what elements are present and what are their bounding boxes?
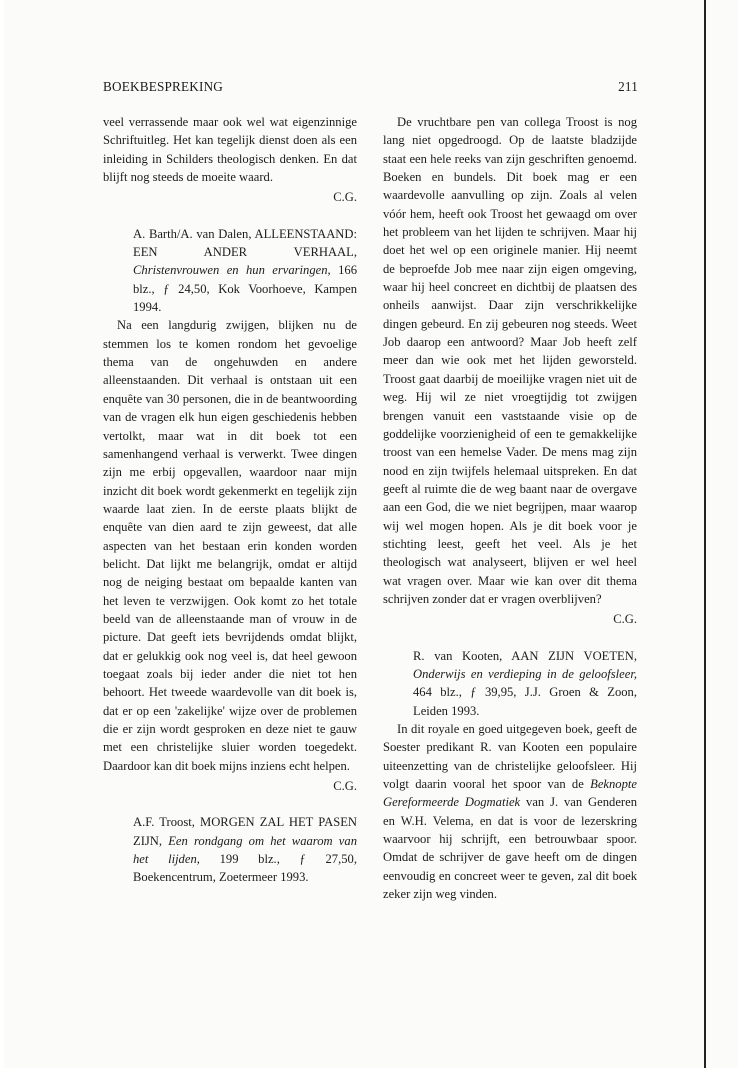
running-header bbox=[103, 79, 638, 99]
reviewer-signature: C.G. bbox=[613, 612, 637, 627]
page-number: 211 bbox=[618, 79, 638, 94]
bibliographic-entry bbox=[413, 647, 637, 720]
page-left-edge bbox=[0, 0, 4, 1068]
review-text: Na een langdurig zwijgen, blijken nu de stemmen los te komen rondom het gevoelige thema van de ongehuwden en andere alleenstaanden. Dit verhaal is ontstaan uit een enquête van 30 personen, die in de beantwoording van de vragen elk hun eigen geschiedenis hebben vertolkt, maar wat in dit boek tot een samenhangend verhaal is verwerkt. Twee dingen zijn me erbij opgevallen, waardoor naar mijn inzicht dit boek wordt gekenmerkt en tegelijk zijn waarde laat zien. In de eerste plaats blijkt de enquête van dien aard te zijn geweest, dat alle aspecten van het bestaan erin konden worden belicht. Dat lijkt me belangrijk, omdat er altijd nog de neiging bestaat om bepaalde kanten van het leven te verzwijgen. Ook komt zo het totale beeld van de alleenstaande man of vrouw in de picture. Dat geeft iets bevrijdends omdat blijkt, dat er gelukkig ook nog veel is, dat heel gewoon toegaat zoals bij ieder ander die niet tot hen behoort. Het tweede waardevolle van dit boek is, dat er op een 'zakelijke' wijze over de problemen die er zijn wordt gesproken en deze niet te gauw met een christelijke sluier worden toegedekt. Daardoor kan dit boek mijns inziens echt helpen. bbox=[103, 318, 357, 773]
review-text: De vruchtbare pen van collega Troost is nog lang niet opgedroogd. Op de laatste bladzijde staat een hele reeks van zijn geschriften genoemd. Boeken en bundels. Dit boek mag er een waardevolle aanvulling op zijn. Zoals al velen vóór hem, heeft ook Troost het gewaagd om over het probleem van het lijden te schrijven. Maar hij doet het wel op een originele manier. Hij neemt de beproefde Job mee naar zijn eigen omgeving, waar hij heel concreet en dichtbij de plaatsen des onheils aanwijst. Daar zijn verschrikkelijke dingen gebeurd. En zij gebeuren nog steeds. Weet Job daarop een antwoord? Maar Job heeft zelf meer dan wie ook met het lijden geworsteld. Troost gaat daarbij de moeilijke vragen niet uit de weg. Hij wil ze niet vroegtijdig tot zwijgen brengen vanuit een vaststaande visie op de goddelijke voorzienigheid of een te gemakkelijke troost van een hemelse Vader. De mens mag zijn nood en zijn twijfels helemaal uitspreken. En dat geeft al ruimte die de weg baant naar de overgave aan een God, die we niet begrijpen, maar waarop wij wel mogen hopen. Als je dit boek voor je stichting leest, geeft het veel. Als je het theologisch wat analyseert, blijven er wel heel wat vragen over. Maar wie kan over dit thema schrijven zonder dat er vragen overblijven? bbox=[383, 115, 637, 606]
book-authors-title: A. Barth/A. van Dalen, ALLEENSTAAND: EEN ANDER VERHAAL, bbox=[133, 226, 357, 260]
page-right-edge-line bbox=[704, 0, 706, 1068]
book-subtitle: Een rondgang om het waarom van het lijden, bbox=[133, 833, 357, 867]
cited-book-title: Beknopte Gereformeerde Dogmatiek bbox=[383, 777, 637, 810]
book-authors-title: A.F. Troost, MORGEN ZAL HET PASEN ZIJN, bbox=[133, 815, 357, 848]
review-text-part: van J. van Genderen en W.H. Velema, en dat is voor de lezerskring waarvoor hij schrijft, een betrouwbaar spoor. Omdat de schrijver de gave heeft om de dingen eenvoudig en concreet weer te geven, zal dit boek zeker zijn weg vinden. bbox=[383, 795, 638, 902]
bibliographic-entry bbox=[133, 813, 357, 886]
book-subtitle: Onderwijs en verdieping in de geloofsleer, bbox=[413, 666, 637, 681]
review-text bbox=[383, 720, 637, 903]
book-subtitle: Christenvrouwen en hun ervaringen, bbox=[133, 263, 331, 278]
review-text-part: In dit royale en goed uitgegeven boek, geeft de Soester predikant R. van Kooten een populaire uiteenzetting van de christelijke geloofsleer. Hij volgt daarin vooral het spoor van de bbox=[383, 722, 637, 792]
section-title: BOEKBESPREKING bbox=[103, 79, 224, 94]
bibliographic-entry bbox=[133, 225, 357, 317]
book-details: 166 blz., ƒ 24,50, Kok Voorhoeve, Kampen 1994. bbox=[133, 263, 357, 315]
review-text: veel verrassende maar ook wel wat eigenzinnige Schriftuitleg. Het kan tegelijk dienst doen als een inleiding in Schilders theologisch denken. En dat blijft nog steeds de moeite waard. bbox=[103, 115, 357, 185]
book-details: 464 blz., ƒ 39,95, J.J. Groen & Zoon, Leiden 1993. bbox=[413, 685, 637, 718]
book-details: 199 blz., ƒ 27,50, Boekencentrum, Zoetermeer 1993. bbox=[133, 852, 357, 885]
reviewer-signature: C.G. bbox=[333, 779, 357, 794]
right-column bbox=[383, 113, 637, 903]
book-authors-title: R. van Kooten, AAN ZIJN VOETEN, bbox=[413, 648, 637, 663]
left-column bbox=[103, 113, 357, 887]
reviewer-signature: C.G. bbox=[333, 190, 357, 205]
